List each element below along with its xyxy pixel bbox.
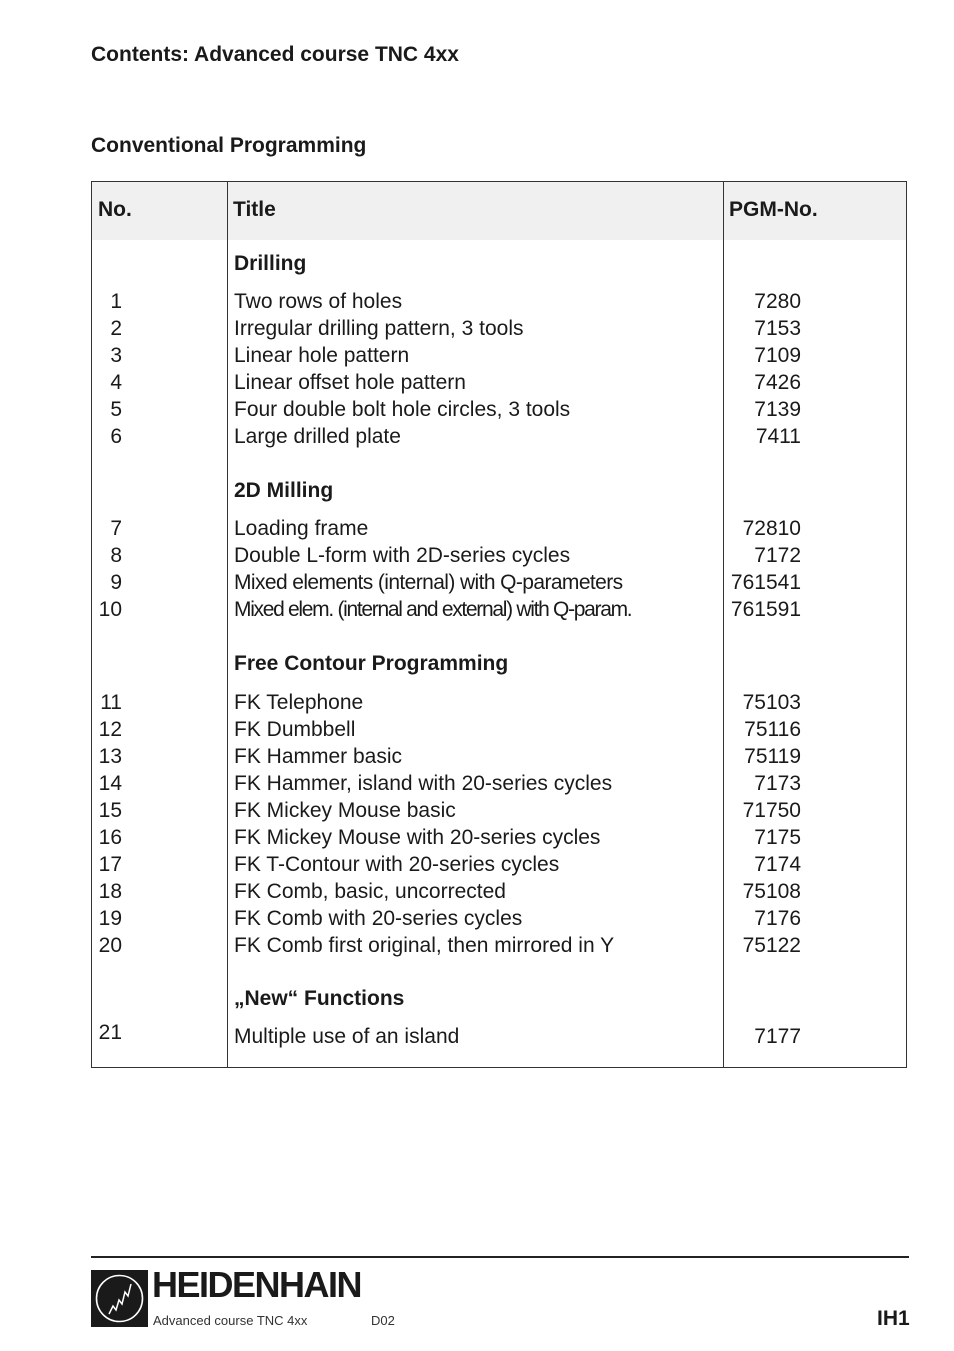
footer-document-code: D02 <box>371 1313 395 1328</box>
table-row <box>92 425 908 452</box>
row-pgm-no: 75108 <box>742 880 801 903</box>
row-title: FK Mickey Mouse basic <box>234 799 456 822</box>
row-number: 19 <box>98 907 122 930</box>
row-pgm-no: 75119 <box>744 745 801 768</box>
row-pgm-no: 7172 <box>754 544 801 567</box>
row-pgm-no: 72810 <box>742 517 801 540</box>
row-title: FK Comb, basic, uncorrected <box>234 880 506 903</box>
row-number: 21 <box>98 1021 122 1044</box>
row-number: 10 <box>98 598 122 621</box>
row-title: FK T-Contour with 20-series cycles <box>234 853 560 876</box>
table-row <box>92 745 908 772</box>
table-header <box>92 182 906 240</box>
table-row <box>92 880 908 907</box>
row-title: Irregular drilling pattern, 3 tools <box>234 317 524 340</box>
footer-rule <box>91 1256 909 1258</box>
row-number: 4 <box>110 371 122 394</box>
table-row <box>92 853 908 880</box>
row-number: 1 <box>110 290 122 313</box>
row-pgm-no: 7176 <box>754 907 801 930</box>
row-title: Double L-form with 2D-series cycles <box>234 544 571 567</box>
row-pgm-no: 7139 <box>754 398 801 421</box>
row-number: 3 <box>110 344 122 367</box>
page-number: IH1 <box>877 1307 910 1330</box>
column-header-no: No. <box>98 198 132 221</box>
row-title: Linear offset hole pattern <box>234 371 466 394</box>
row-pgm-no: 7109 <box>754 344 801 367</box>
row-title: FK Mickey Mouse with 20-series cycles <box>234 826 601 849</box>
table-row <box>92 371 908 398</box>
row-pgm-no: 761591 <box>730 598 801 621</box>
row-number: 6 <box>110 425 122 448</box>
group-title-free-contour-programming: Free Contour Programming <box>234 652 509 675</box>
row-title: FK Comb first original, then mirrored in Y <box>234 934 615 957</box>
row-number: 16 <box>98 826 122 849</box>
table-row <box>92 571 908 598</box>
row-number: 8 <box>110 544 122 567</box>
table-row <box>92 517 908 544</box>
section-title: Conventional Programming <box>91 134 367 157</box>
heidenhain-logo-icon <box>91 1270 148 1327</box>
table-row <box>92 1021 908 1052</box>
row-title: Linear hole pattern <box>234 344 410 367</box>
table-row <box>92 317 908 344</box>
row-title: Multiple use of an island <box>234 1025 460 1048</box>
document-title: Contents: Advanced course TNC 4xx <box>91 43 459 66</box>
group-title-drilling: Drilling <box>234 252 307 275</box>
row-pgm-no: 761541 <box>730 571 801 594</box>
table-row <box>92 344 908 371</box>
row-number: 14 <box>98 772 122 795</box>
brand-name: HEIDENHAIN <box>152 1264 362 1305</box>
row-title: FK Comb with 20-series cycles <box>234 907 523 930</box>
row-pgm-no: 7177 <box>754 1025 801 1048</box>
row-title: Loading frame <box>234 517 369 540</box>
row-pgm-no: 75116 <box>744 718 801 741</box>
table-row <box>92 934 908 961</box>
table-row <box>92 772 908 799</box>
table-row <box>92 907 908 934</box>
row-number: 20 <box>98 934 122 957</box>
row-pgm-no: 7174 <box>754 853 801 876</box>
column-header-pgm-no: PGM-No. <box>729 198 818 221</box>
row-number: 15 <box>98 799 122 822</box>
footer-course-name: Advanced course TNC 4xx <box>153 1313 308 1328</box>
row-pgm-no: 7280 <box>754 290 801 313</box>
table-row <box>92 544 908 571</box>
contents-table <box>91 181 907 1068</box>
row-title: FK Dumbbell <box>234 718 356 741</box>
row-pgm-no: 75103 <box>742 691 801 714</box>
row-title: Two rows of holes <box>234 290 403 313</box>
column-header-title: Title <box>233 198 276 221</box>
group-title-2d-milling: 2D Milling <box>234 479 334 502</box>
row-number: 11 <box>100 691 122 714</box>
row-number: 5 <box>110 398 122 421</box>
row-number: 12 <box>98 718 122 741</box>
row-pgm-no: 71750 <box>742 799 801 822</box>
row-pgm-no: 7175 <box>754 826 801 849</box>
row-number: 9 <box>110 571 122 594</box>
row-pgm-no: 7426 <box>754 371 801 394</box>
row-pgm-no: 7153 <box>754 317 801 340</box>
row-pgm-no: 7173 <box>754 772 801 795</box>
row-title: FK Hammer basic <box>234 745 403 768</box>
row-number: 17 <box>98 853 122 876</box>
table-row <box>92 398 908 425</box>
row-number: 18 <box>98 880 122 903</box>
table-row <box>92 290 908 317</box>
group-title-new-functions: „New“ Functions <box>234 987 405 1010</box>
table-row <box>92 691 908 718</box>
table-row <box>92 598 908 625</box>
row-title: FK Hammer, island with 20-series cycles <box>234 772 613 795</box>
row-number: 7 <box>110 517 122 540</box>
row-pgm-no: 7411 <box>755 425 801 448</box>
row-number: 2 <box>110 317 122 340</box>
table-row <box>92 799 908 826</box>
table-row <box>92 826 908 853</box>
row-number: 13 <box>98 745 122 768</box>
row-pgm-no: 75122 <box>742 934 801 957</box>
row-title: Mixed elem. (internal and external) with Q-param. <box>234 598 632 621</box>
row-title: Four double bolt hole circles, 3 tools <box>234 398 571 421</box>
row-title: FK Telephone <box>234 691 364 714</box>
row-title: Mixed elements (internal) with Q-parameters <box>234 571 623 594</box>
table-row <box>92 718 908 745</box>
row-title: Large drilled plate <box>234 425 401 448</box>
